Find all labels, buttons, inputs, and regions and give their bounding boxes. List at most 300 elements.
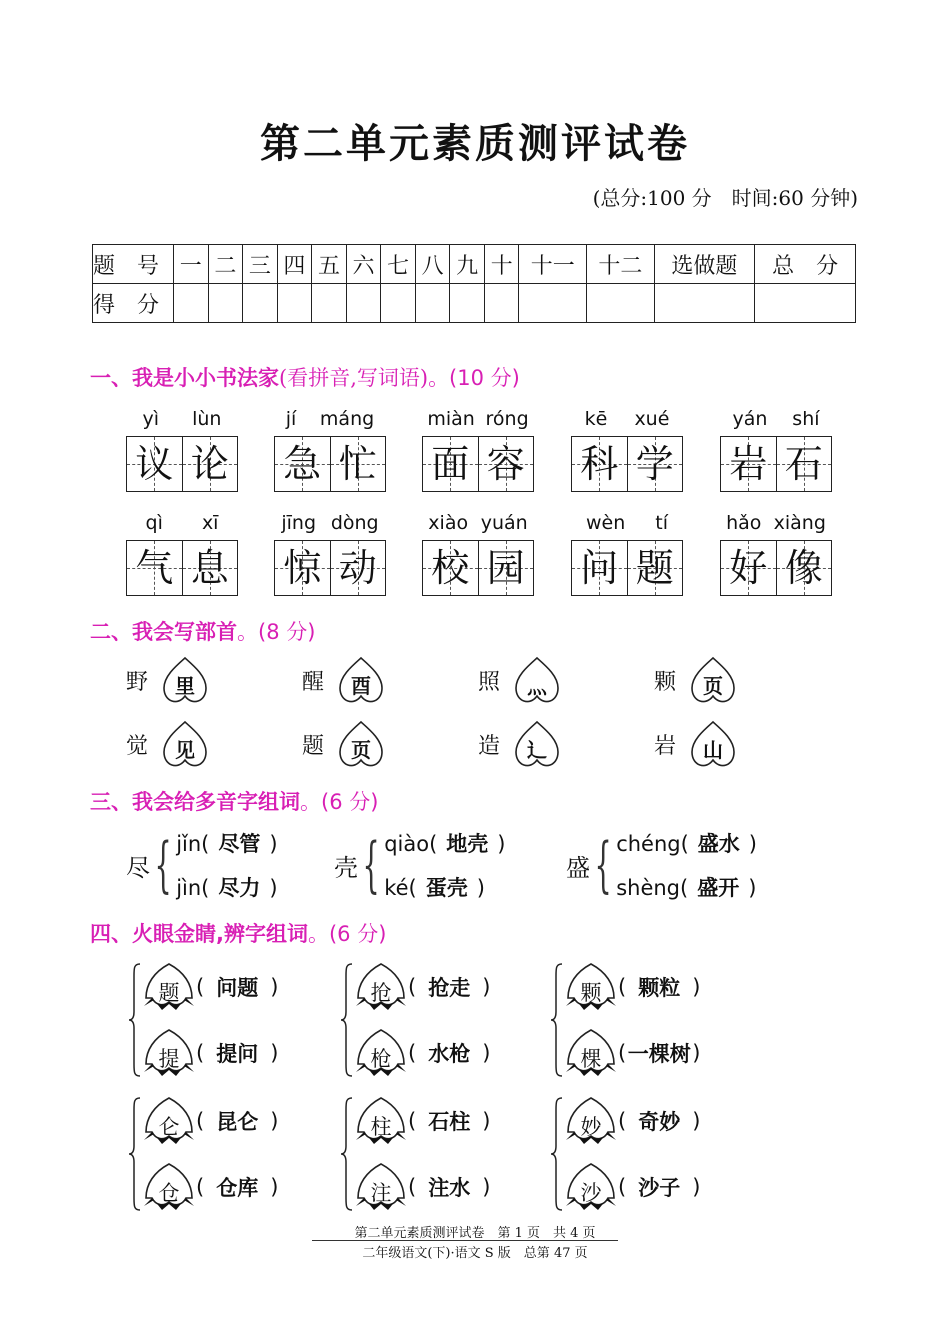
pinyin-row (422, 408, 534, 430)
pinyin-syllable: yán (732, 408, 768, 430)
footer-line-1: 第二单元素质测评试卷 第 1 页 共 4 页 (354, 1226, 596, 1241)
group-word-answer[interactable]: 水枪 (428, 1042, 471, 1066)
tian-grid-box (571, 436, 683, 492)
polyphone-pinyin: shèng( (616, 876, 689, 900)
brace-icon (128, 962, 142, 1078)
group-items (142, 1096, 278, 1212)
close-paren: ) (497, 832, 506, 856)
pinyin-syllable: xiào (428, 512, 469, 534)
target-char: 提 (158, 1047, 180, 1071)
group-items (354, 962, 490, 1078)
close-paren: ) (269, 876, 278, 900)
open-paren: ( (408, 1109, 417, 1133)
char-frame (354, 1028, 408, 1078)
written-char: 气 (135, 546, 174, 590)
radical-answer: 酉 (351, 674, 371, 698)
char-group-item (354, 1096, 490, 1146)
pinyin-row (274, 408, 386, 430)
pinyin-word (422, 512, 534, 596)
score-header-cell: 选做题 (654, 245, 755, 284)
score-cell[interactable] (484, 284, 519, 323)
pinyin-syllable: jí (285, 408, 297, 430)
score-header-cell: 四 (277, 245, 312, 284)
char-group-item (354, 1028, 490, 1078)
polyphone-row (384, 828, 505, 858)
score-header-cell: 一 (174, 245, 209, 284)
pinyin-syllable: máng (319, 408, 375, 430)
close-paren: ) (692, 1175, 701, 1199)
score-header-cell: 二 (208, 245, 243, 284)
char-group (128, 1096, 278, 1212)
score-cell[interactable] (654, 284, 755, 323)
char-group-item (142, 1162, 278, 1212)
radical-answer-box[interactable] (688, 656, 738, 704)
open-paren: ( (408, 1041, 417, 1065)
close-paren: ) (482, 1041, 491, 1065)
group-word-answer[interactable]: 仓库 (216, 1176, 259, 1200)
open-paren: ( (408, 975, 417, 999)
pinyin-row (422, 512, 534, 534)
section-4-title: 四、火眼金睛,辨字组词 (90, 922, 308, 946)
polyphone-item (126, 828, 278, 902)
target-char: 妙 (580, 1115, 602, 1139)
polyphone-answer[interactable]: 盛水 (697, 832, 740, 856)
tian-grid-cell[interactable] (127, 437, 182, 491)
radical-source-char: 题 (302, 733, 325, 759)
pinyin-row (126, 512, 238, 534)
polyphone-char: 壳 (334, 853, 358, 882)
score-header-cell: 五 (312, 245, 347, 284)
pinyin-syllable: qì (145, 512, 163, 534)
pinyin-word (126, 512, 238, 596)
section-3-heading (90, 786, 378, 816)
brace-icon (128, 1096, 142, 1212)
target-char: 沙 (580, 1181, 602, 1205)
radical-source-char: 野 (126, 669, 149, 695)
group-brace (340, 962, 354, 1078)
radical-answer: 辶 (527, 738, 547, 762)
score-header-cell: 十 (484, 245, 519, 284)
written-char: 好 (729, 546, 768, 590)
pinyin-row (571, 512, 683, 534)
pinyin-row (274, 512, 386, 534)
group-brace (340, 1096, 354, 1212)
char-group-item (354, 962, 490, 1012)
tian-grid-box (720, 540, 832, 596)
char-frame (354, 1162, 408, 1212)
target-char: 题 (158, 981, 180, 1005)
polyphone-answer[interactable]: 尽管 (218, 832, 261, 856)
group-word-answer[interactable]: 石柱 (428, 1110, 471, 1134)
written-char: 学 (635, 442, 674, 486)
polyphone-row (176, 828, 277, 858)
pinyin-word (571, 512, 683, 596)
section-1-note: (看拼音,写词语) (279, 366, 429, 390)
target-char: 仑 (158, 1115, 180, 1139)
target-char: 柱 (370, 1115, 392, 1139)
group-word-answer[interactable]: 昆仑 (216, 1110, 259, 1134)
tian-grid-cell[interactable] (627, 541, 683, 595)
radical-item (654, 656, 738, 704)
score-header-cell: 九 (450, 245, 485, 284)
radical-source-char: 颗 (654, 669, 677, 695)
polyphone-pinyin: qiào( (384, 832, 438, 856)
score-cell[interactable] (450, 284, 485, 323)
score-header-cell: 总 分 (755, 245, 856, 284)
target-char: 仓 (158, 1181, 180, 1205)
pinyin-syllable: wèn (585, 512, 626, 534)
written-char: 息 (190, 546, 229, 590)
pinyin-word (720, 408, 832, 492)
tian-grid-cell[interactable] (330, 437, 386, 491)
target-char: 颗 (580, 981, 602, 1005)
group-word-answer[interactable]: 颗粒 (638, 976, 681, 1000)
polyphone-row (616, 828, 757, 858)
tian-grid-cell[interactable] (776, 541, 832, 595)
score-cell[interactable] (208, 284, 243, 323)
char-group (340, 1096, 490, 1212)
group-brace (128, 962, 142, 1078)
polyphone-answer[interactable]: 地壳 (446, 832, 489, 856)
polyphone-char: 盛 (566, 853, 590, 882)
open-paren: ( (196, 1041, 205, 1065)
radical-answer: 里 (175, 674, 195, 698)
pinyin-syllable: hǎo (726, 512, 762, 534)
score-header-cell: 三 (243, 245, 278, 284)
pinyin-syllable: xiàng (773, 512, 826, 534)
section-1-points: 。(10 分) (428, 366, 520, 390)
brace-icon (340, 1096, 354, 1212)
score-cell[interactable] (312, 284, 347, 323)
written-char: 问 (580, 546, 619, 590)
score-row-label: 得 分 (93, 284, 174, 323)
target-char: 枪 (370, 1047, 392, 1071)
tian-grid-box (422, 540, 534, 596)
section-3-title: 三、我会给多音字组词 (90, 790, 300, 814)
close-paren: ) (269, 832, 278, 856)
polyphone-char: 尽 (126, 853, 150, 882)
tian-grid-box (571, 540, 683, 596)
tian-grid-cell[interactable] (572, 437, 627, 491)
polyphone-rows (384, 828, 505, 902)
radical-answer: 见 (175, 738, 195, 762)
score-table (92, 244, 856, 323)
pinyin-row (720, 512, 832, 534)
close-paren: ) (748, 832, 757, 856)
page-title: 第二单元素质测评试卷 (260, 120, 690, 167)
char-frame (142, 1096, 196, 1146)
tian-grid-cell[interactable] (721, 437, 776, 491)
pinyin-syllable: yì (142, 408, 160, 430)
radical-item (302, 656, 386, 704)
tian-grid-cell[interactable] (182, 541, 238, 595)
tian-grid-cell[interactable] (423, 541, 478, 595)
radical-answer-box[interactable] (160, 720, 210, 768)
char-group-item (354, 1162, 490, 1212)
polyphone-pinyin: ké( (384, 876, 417, 900)
section-2-points: 。(8 分) (237, 620, 316, 644)
polyphone-rows (616, 828, 757, 902)
score-cell[interactable] (587, 284, 655, 323)
char-group (340, 962, 490, 1078)
pinyin-row (571, 408, 683, 430)
radical-item (126, 656, 210, 704)
score-cell[interactable] (415, 284, 450, 323)
written-char: 园 (486, 546, 525, 590)
score-header-cell: 十一 (519, 245, 587, 284)
close-paren: ) (692, 1109, 701, 1133)
target-char: 注 (370, 1181, 392, 1205)
group-word-answer[interactable]: 一棵树 (627, 1042, 691, 1066)
section-1-title: 一、我是小小书法家 (90, 366, 279, 390)
pinyin-syllable: shí (792, 408, 820, 430)
pinyin-syllable: róng (485, 408, 529, 430)
tian-grid-box (126, 540, 238, 596)
open-paren: ( (618, 1041, 627, 1065)
score-cell[interactable] (243, 284, 278, 323)
score-cell[interactable] (755, 284, 856, 323)
score-header-cell: 六 (346, 245, 381, 284)
char-frame (142, 1028, 196, 1078)
tian-grid-cell[interactable] (182, 437, 238, 491)
open-paren: ( (618, 975, 627, 999)
pinyin-syllable: xī (201, 512, 219, 534)
brace-icon: { (154, 830, 172, 900)
group-brace (550, 1096, 564, 1212)
polyphone-rows (176, 828, 277, 902)
tian-grid-box (422, 436, 534, 492)
pinyin-word (720, 512, 832, 596)
close-paren: ) (748, 876, 757, 900)
char-group (550, 962, 700, 1078)
close-paren: ) (482, 975, 491, 999)
tian-grid-cell[interactable] (776, 437, 832, 491)
char-group-item (142, 1096, 278, 1146)
radical-source-char: 醒 (302, 669, 325, 695)
group-items (354, 1096, 490, 1212)
tian-grid-box (720, 436, 832, 492)
written-char: 忙 (338, 442, 377, 486)
footer-line-2: 二年级语文(下)·语文 S 版 总第 47 页 (362, 1246, 588, 1261)
radical-answer-box[interactable] (336, 656, 386, 704)
char-frame (142, 1162, 196, 1212)
group-items (142, 962, 278, 1078)
tian-grid-cell[interactable] (478, 437, 534, 491)
pinyin-row (720, 408, 832, 430)
char-group (128, 962, 278, 1078)
pinyin-syllable: miàn (427, 408, 475, 430)
char-frame (354, 962, 408, 1012)
written-char: 面 (431, 442, 470, 486)
pinyin-word (126, 408, 238, 492)
close-paren: ) (692, 1041, 701, 1065)
tian-grid-cell[interactable] (627, 437, 683, 491)
open-paren: ( (618, 1109, 627, 1133)
group-word-answer[interactable]: 沙子 (638, 1176, 681, 1200)
open-paren: ( (408, 1175, 417, 1199)
close-paren: ) (270, 1041, 279, 1065)
score-table-score-row (93, 284, 856, 323)
open-paren: ( (618, 1175, 627, 1199)
char-group (550, 1096, 700, 1212)
pinyin-syllable: xué (634, 408, 670, 430)
close-paren: ) (270, 1109, 279, 1133)
score-header-cell: 七 (381, 245, 416, 284)
brace-icon (550, 1096, 564, 1212)
char-group-item (564, 1162, 700, 1212)
tian-grid-cell[interactable] (572, 541, 627, 595)
section-4-heading (90, 918, 386, 948)
tian-grid-cell[interactable] (275, 541, 330, 595)
tian-grid-cell[interactable] (721, 541, 776, 595)
tian-grid-box (274, 436, 386, 492)
char-group-item (564, 1028, 700, 1078)
pinyin-word (274, 512, 386, 596)
radical-source-char: 觉 (126, 733, 149, 759)
pinyin-word (571, 408, 683, 492)
written-char: 论 (190, 442, 229, 486)
polyphone-pinyin: jìn( (176, 876, 210, 900)
polyphone-answer[interactable]: 盛开 (697, 876, 740, 900)
brace-icon (340, 962, 354, 1078)
score-header-cell: 题 号 (93, 245, 174, 284)
section-3-points: 。(6 分) (300, 790, 379, 814)
close-paren: ) (692, 975, 701, 999)
open-paren: ( (196, 1109, 205, 1133)
open-paren: ( (196, 975, 205, 999)
radical-source-char: 岩 (654, 733, 677, 759)
radical-source-char: 照 (478, 669, 501, 695)
char-frame (354, 1096, 408, 1146)
written-char: 惊 (283, 546, 322, 590)
tian-grid-cell[interactable] (127, 541, 182, 595)
radical-answer-box[interactable] (512, 720, 562, 768)
polyphone-row (616, 872, 757, 902)
radical-answer: 页 (703, 674, 723, 698)
score-cell[interactable] (346, 284, 381, 323)
close-paren: ) (270, 975, 279, 999)
group-word-answer[interactable]: 注水 (428, 1176, 471, 1200)
section-1-heading (90, 362, 520, 392)
pinyin-syllable: tí (655, 512, 668, 534)
group-word-answer[interactable]: 奇妙 (638, 1110, 681, 1134)
section-4-points: 。(6 分) (307, 922, 387, 946)
score-cell[interactable] (519, 284, 587, 323)
close-paren: ) (482, 1175, 491, 1199)
score-cell[interactable] (174, 284, 209, 323)
polyphone-row (176, 872, 277, 902)
written-char: 急 (283, 442, 322, 486)
group-word-answer[interactable]: 提问 (216, 1042, 259, 1066)
radical-item (126, 720, 210, 768)
polyphone-pinyin: chéng( (616, 832, 689, 856)
char-frame (564, 962, 618, 1012)
radical-answer-box[interactable] (688, 720, 738, 768)
pinyin-word (274, 408, 386, 492)
tian-grid-box (126, 436, 238, 492)
section-2-title: 二、我会写部首 (90, 620, 237, 644)
written-char: 题 (635, 546, 674, 590)
score-table-header-row (93, 245, 856, 284)
close-paren: ) (482, 1109, 491, 1133)
polyphone-answer[interactable]: 尽力 (218, 876, 261, 900)
brace-icon: { (362, 830, 380, 900)
pinyin-row (126, 408, 238, 430)
pinyin-syllable: lùn (192, 408, 222, 430)
written-char: 校 (431, 546, 470, 590)
written-char: 像 (784, 546, 823, 590)
tian-grid-cell[interactable] (330, 541, 386, 595)
open-paren: ( (196, 1175, 205, 1199)
group-items (564, 1096, 700, 1212)
radical-answer: 灬 (527, 674, 547, 698)
char-group-item (564, 962, 700, 1012)
radical-answer-box[interactable] (160, 656, 210, 704)
polyphone-item (566, 828, 757, 902)
char-group-item (142, 1028, 278, 1078)
char-group-item (142, 962, 278, 1012)
written-char: 岩 (729, 442, 768, 486)
tian-grid-cell[interactable] (275, 437, 330, 491)
written-char: 容 (486, 442, 525, 486)
score-cell[interactable] (381, 284, 416, 323)
char-group-item (564, 1096, 700, 1146)
radical-item (478, 656, 562, 704)
score-cell[interactable] (277, 284, 312, 323)
written-char: 科 (580, 442, 619, 486)
radical-answer: 页 (351, 738, 371, 762)
written-char: 动 (338, 546, 377, 590)
char-frame (564, 1028, 618, 1078)
tian-grid-cell[interactable] (423, 437, 478, 491)
pinyin-syllable: jīng (281, 512, 317, 534)
target-char: 棵 (580, 1047, 602, 1071)
pinyin-syllable: kē (584, 408, 608, 430)
radical-answer-box[interactable] (336, 720, 386, 768)
radical-item (478, 720, 562, 768)
group-brace (128, 1096, 142, 1212)
char-frame (564, 1162, 618, 1212)
close-paren: ) (476, 876, 485, 900)
pinyin-syllable: yuán (480, 512, 528, 534)
char-frame (142, 962, 196, 1012)
pinyin-word (422, 408, 534, 492)
score-header-cell: 十二 (587, 245, 655, 284)
radical-source-char: 造 (478, 733, 501, 759)
polyphone-pinyin: jǐn( (176, 832, 210, 856)
radical-item (654, 720, 738, 768)
radical-item (302, 720, 386, 768)
char-frame (564, 1096, 618, 1146)
close-paren: ) (270, 1175, 279, 1199)
radical-answer-box[interactable] (512, 656, 562, 704)
polyphone-answer[interactable]: 蛋壳 (425, 876, 468, 900)
group-brace (550, 962, 564, 1078)
group-word-answer[interactable]: 抢走 (428, 976, 471, 1000)
tian-grid-cell[interactable] (478, 541, 534, 595)
pinyin-syllable: dòng (330, 512, 379, 534)
target-char: 抢 (370, 981, 392, 1005)
group-word-answer[interactable]: 问题 (216, 976, 259, 1000)
tian-grid-box (274, 540, 386, 596)
section-2-heading (90, 616, 315, 646)
written-char: 议 (135, 442, 174, 486)
written-char: 石 (784, 442, 823, 486)
score-time-info: (总分:100 分 时间:60 分钟) (592, 186, 858, 210)
group-items (564, 962, 700, 1078)
polyphone-item (334, 828, 505, 902)
score-header-cell: 八 (415, 245, 450, 284)
